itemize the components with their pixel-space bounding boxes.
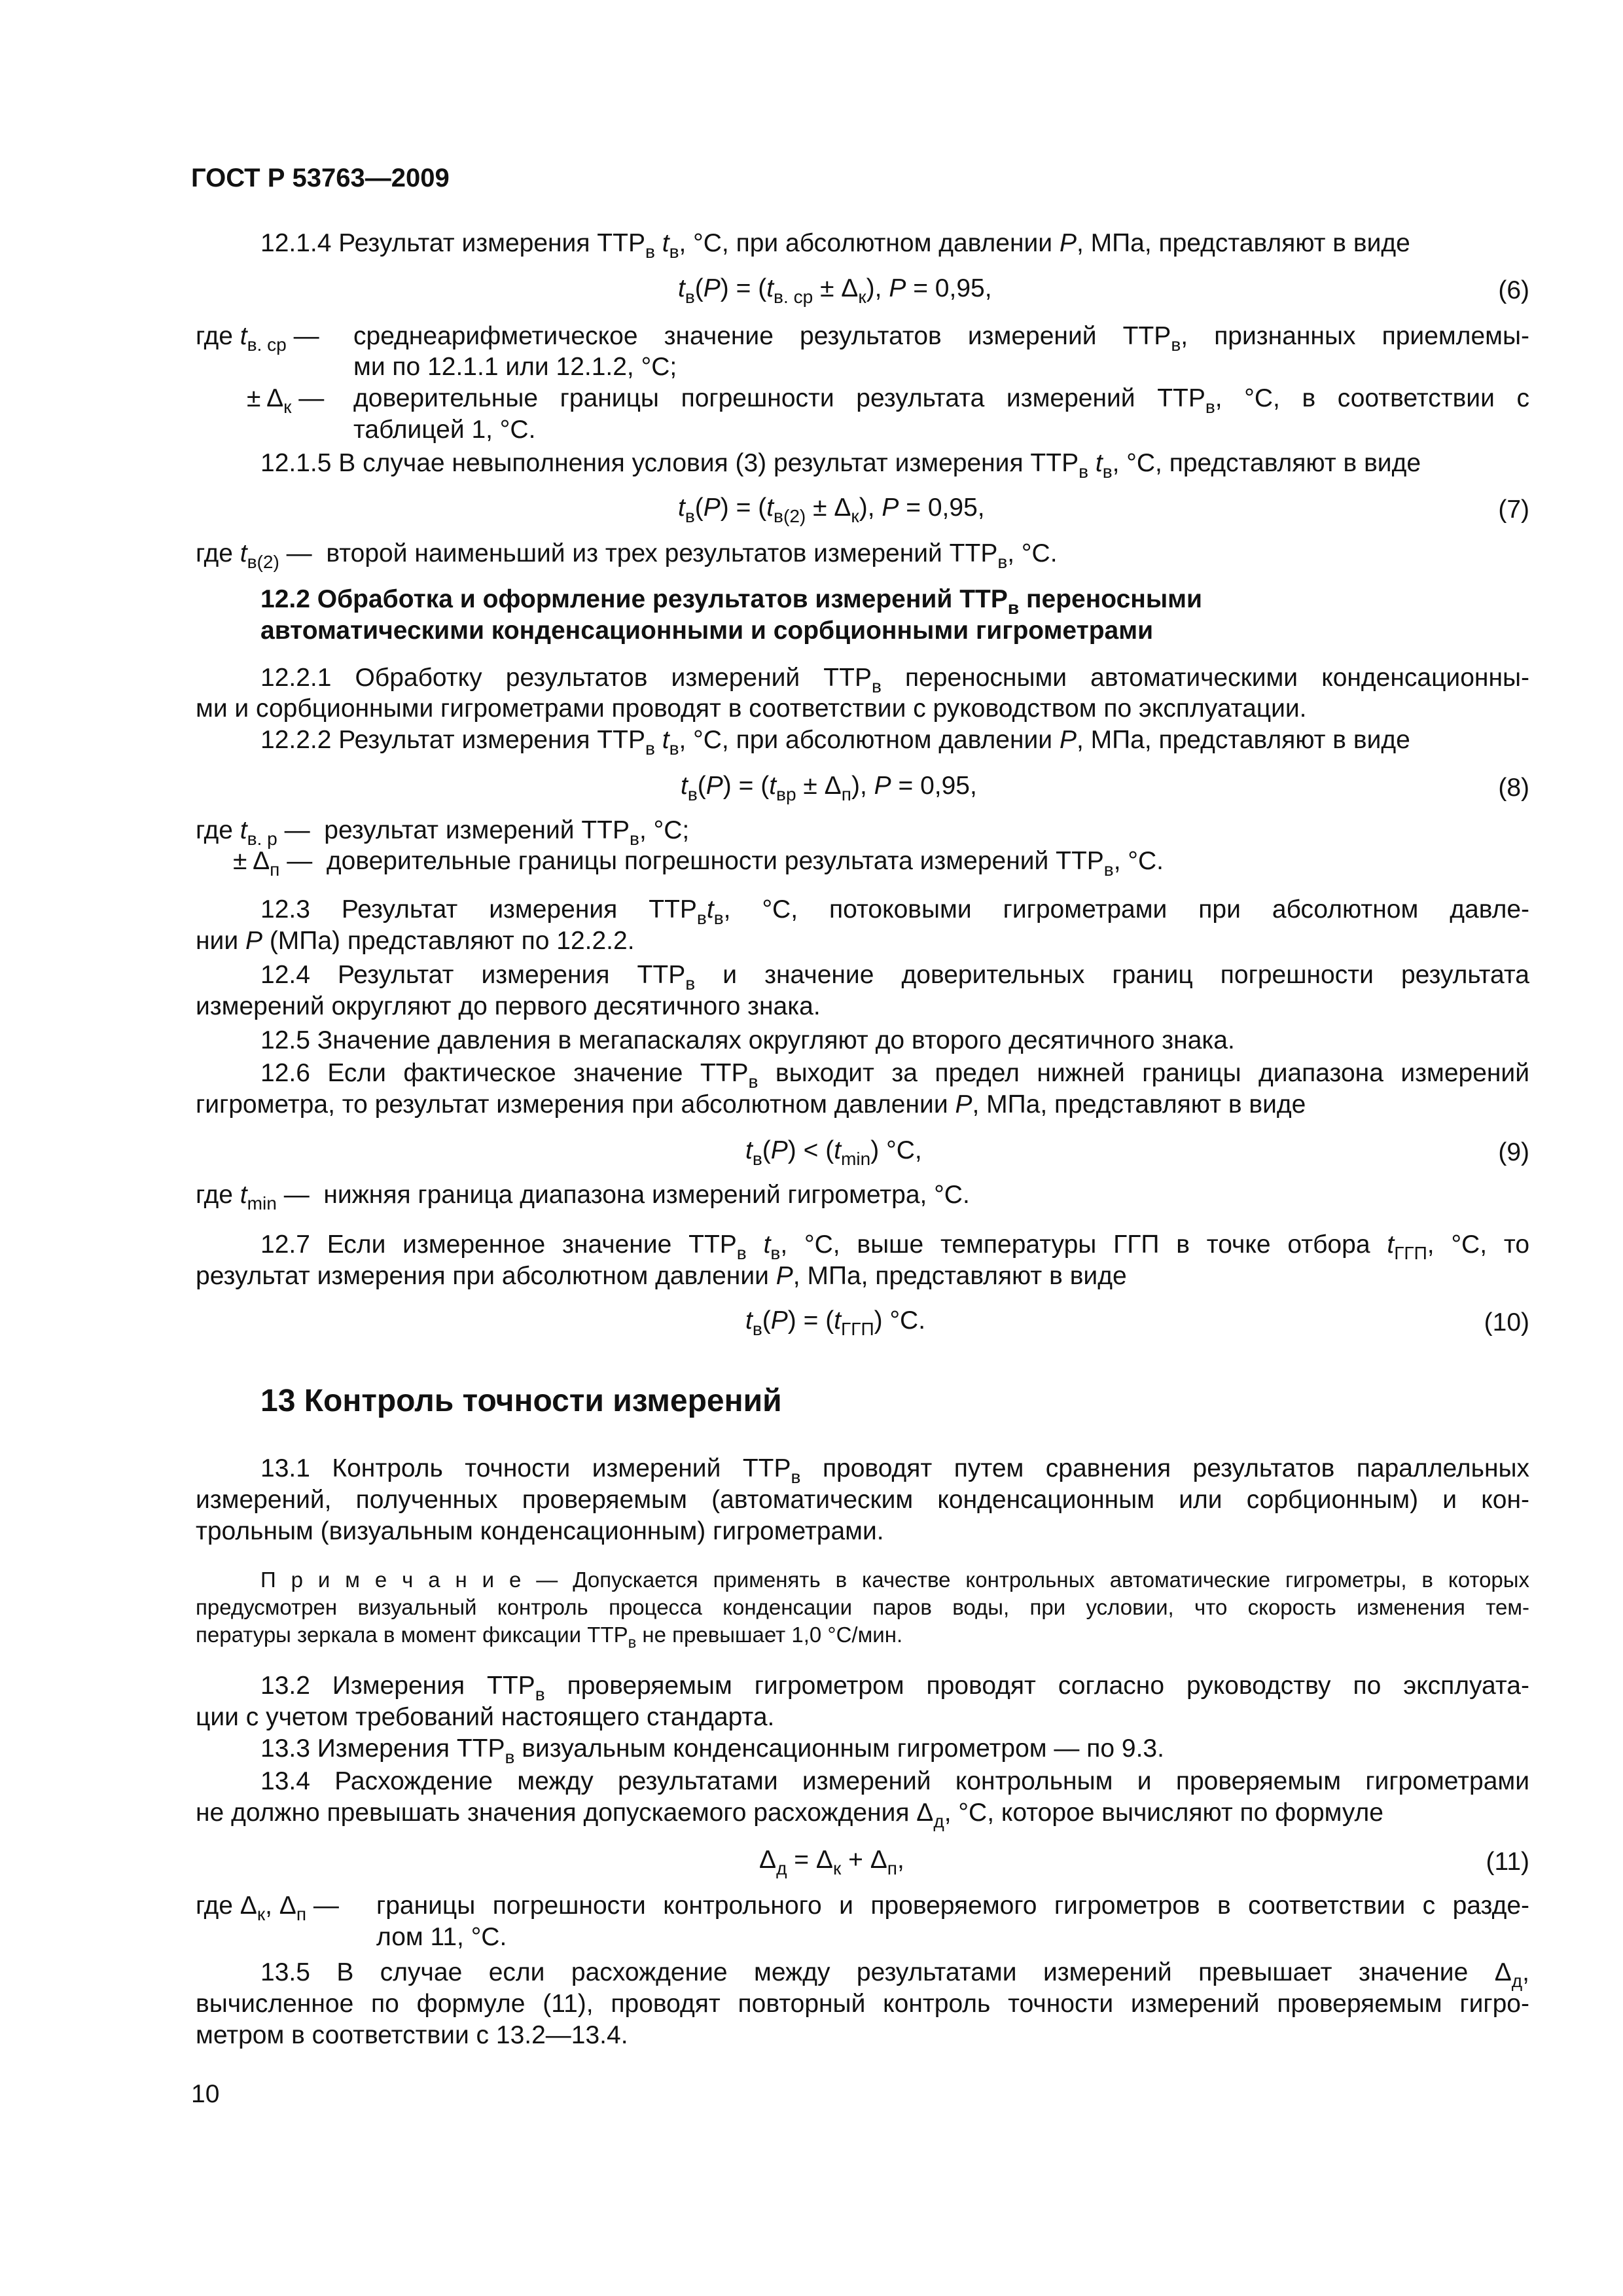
- section-heading-13: 13 Контроль точности измерений: [260, 1384, 782, 1418]
- text-run: , МПа, представляют в виде: [1076, 229, 1410, 257]
- formula-8: $t_в(P) = (t_{вр} \pm \Delta_п)$, P = 0,95,: [681, 772, 977, 804]
- document-header: ГОСТ Р 53763—2009: [191, 164, 450, 192]
- paragraph-13-5: 13.5 В случае если расхождение между результатами измерений превышает значение $\Delta_д$,: [260, 1958, 1529, 1991]
- formula-11: $\Delta_д = \Delta_к + \Delta_п$,: [759, 1846, 904, 1878]
- definition-text: ми по 12.1.1 или 12.1.2, °C;: [353, 353, 677, 381]
- paragraph-13-4-cont: не должно превышать значения допускаемого расхождения $\Delta_д$, °C, которое вычисляют по формуле: [196, 1799, 1383, 1831]
- formula-6: $t_в(P) = (t_{в. ср} \pm \Delta_к)$, P = 0,95,: [678, 274, 992, 307]
- paragraph-13-4: 13.4 Расхождение между результатами измерений контрольным и проверяемым гигрометрами: [260, 1767, 1529, 1795]
- definition-text: таблицей 1, °C.: [353, 416, 536, 444]
- paragraph-12-5: 12.5 Значение давления в мегапаскалях округляют до второго десятичного знака.: [260, 1026, 1235, 1054]
- paragraph-13-2-cont: ции с учетом требований настоящего стандарта.: [196, 1703, 775, 1731]
- paragraph-12-2-1: 12.2.1 Обработку результатов измерений $ТТР_в$ переносными автоматическими конденсационны-: [260, 664, 1529, 696]
- section-heading-12-2: 12.2 Обработка и оформление результатов измерений $ТТР_в$ переносными: [260, 585, 1202, 618]
- paragraph-13-1-cont: измерений, полученных проверяемым (автоматическим конденсационным или сорбционным) и кон-: [196, 1486, 1529, 1514]
- where-definition: где $t_{в(2)}$ — второй наименьший из трех результатов измерений $ТТР_в$, °C.: [196, 539, 1058, 572]
- formula-9: $t_в(P) < (t_{min})$ °C,: [745, 1136, 922, 1169]
- where-definition: где $t_{в. р}$ — результат измерений $ТТР_в$, °C;: [196, 816, 690, 849]
- definition-text: доверительные границы погрешности результата измерений $ТТР_в$, °C, в соответствии с: [353, 384, 1529, 417]
- note-label: П р и м е ч а н и е: [260, 1568, 522, 1592]
- equation-number: (8): [1498, 774, 1529, 802]
- equation-number: (9): [1498, 1138, 1529, 1166]
- equation-number: (10): [1484, 1308, 1529, 1336]
- formula-7: $t_в(P) = (t_{в(2)} \pm \Delta_к)$, P = 0,95,: [678, 493, 985, 526]
- where-term: где $\Delta_к$, $\Delta_п$ —: [196, 1892, 339, 1924]
- where-term: где $t_{в. ср}$ —: [196, 322, 319, 355]
- definition-text: среднеарифметическое значение результатов измерений $ТТР_в$, признанных приемлемы-: [353, 322, 1529, 355]
- equation-number: (6): [1498, 276, 1529, 304]
- paragraph-12-2-1-cont: ми и сорбционными гигрометрами проводят в соответствии с руководством по эксплуатации.: [196, 694, 1307, 723]
- paragraph-13-5-cont: вычисленное по формуле (11), проводят повторный контроль точности измерений проверяемым гигро-: [196, 1990, 1529, 2018]
- text-run: , °C, при абсолютном давлении: [679, 229, 1053, 257]
- paragraph-12-3: 12.3 Результат измерения $ТТР_вt_в$, °C, потоковыми гигрометрами при абсолютном давле-: [260, 895, 1529, 928]
- where-definition: ± $\Delta_п$ — доверительные границы погрешности результата измерений $ТТР_в$, °C.: [233, 847, 1164, 880]
- where-term: ± $\Delta_к$ —: [247, 384, 325, 417]
- definition-text: границы погрешности контрольного и проверяемого гигрометров в соответствии с разде-: [376, 1892, 1529, 1920]
- equation-number: (7): [1498, 495, 1529, 524]
- page-number: 10: [191, 2080, 220, 2108]
- equation-number: (11): [1486, 1848, 1529, 1876]
- where-definition: где $t_{min}$ — нижняя граница диапазона измерений гигрометра, °C.: [196, 1181, 970, 1213]
- paragraph-13-5-cont: метром в соответствии с 13.2—13.4.: [196, 2021, 628, 2049]
- paragraph-12-6-cont: гигрометра, то результат измерения при абсолютном давлении P, МПа, представляют в виде: [196, 1090, 1306, 1119]
- paragraph-12-4: 12.4 Результат измерения $ТТР_в$ и значение доверительных границ погрешности результата: [260, 961, 1529, 994]
- paragraph-12-7-cont: результат измерения при абсолютном давлении P, МПа, представляют в виде: [196, 1262, 1127, 1290]
- paragraph-13-2: 13.2 Измерения $ТТР_в$ проверяемым гигрометром проводят согласно руководству по эксплуата-: [260, 1672, 1529, 1704]
- text-run: 12.1.4 Результат измерения ТТР: [260, 229, 645, 257]
- paragraph-13-1: 13.1 Контроль точности измерений $ТТР_в$ проводят путем сравнения результатов параллельных: [260, 1454, 1530, 1487]
- paragraph-13-3: 13.3 Измерения $ТТР_в$ визуальным конденсационным гигрометром — по 9.3.: [260, 1734, 1164, 1767]
- paragraph-12-3-cont: нии P (МПа) представляют по 12.2.2.: [196, 927, 635, 955]
- note: П р и м е ч а н и е — Допускается применять в качестве контрольных автоматические гигрометры, в которых: [260, 1568, 1529, 1592]
- paragraph-12-7: 12.7 Если измеренное значение $ТТР_в$ $t_в$, °C, выше температуры ГГП в точке отбора $t_{ГГП}$, °C, то: [260, 1230, 1530, 1263]
- note-cont: предусмотрен визуальный контроль процесса конденсации паров воды, при условии, что скорость изменения тем-: [196, 1595, 1529, 1619]
- paragraph-13-1-cont: трольным (визуальным конденсационным) гигрометрами.: [196, 1517, 884, 1545]
- section-heading-12-2-cont: автоматическими конденсационными и сорбционными гигрометрами: [260, 617, 1154, 645]
- paragraph-12-6: 12.6 Если фактическое значение $ТТР_в$ выходит за предел нижней границы диапазона измерений: [260, 1059, 1530, 1092]
- paragraph-12-1-5: 12.1.5 В случае невыполнения условия (3) результат измерения $ТТР_в$ $t_в$, °C, представляют в виде: [260, 449, 1421, 482]
- note-cont: пературы зеркала в момент фиксации $ТТР_в$ не превышает 1,0 °C/мин.: [196, 1623, 903, 1652]
- definition-text: лом 11, °C.: [376, 1923, 507, 1951]
- paragraph-12-4-cont: измерений округляют до первого десятичного знака.: [196, 992, 821, 1020]
- paragraph-12-1-4: 12.1.4 Результат измерения $ТТР_в$ $t_в$, °C, при абсолютном давлении P, МПа, представляют в виде: [260, 229, 1410, 262]
- paragraph-12-2-2: 12.2.2 Результат измерения $ТТР_в$ $t_в$, °C, при абсолютном давлении P, МПа, представляют в виде: [260, 726, 1410, 759]
- formula-10: $t_в(P) = (t_{ГГП})$ °C.: [745, 1306, 926, 1339]
